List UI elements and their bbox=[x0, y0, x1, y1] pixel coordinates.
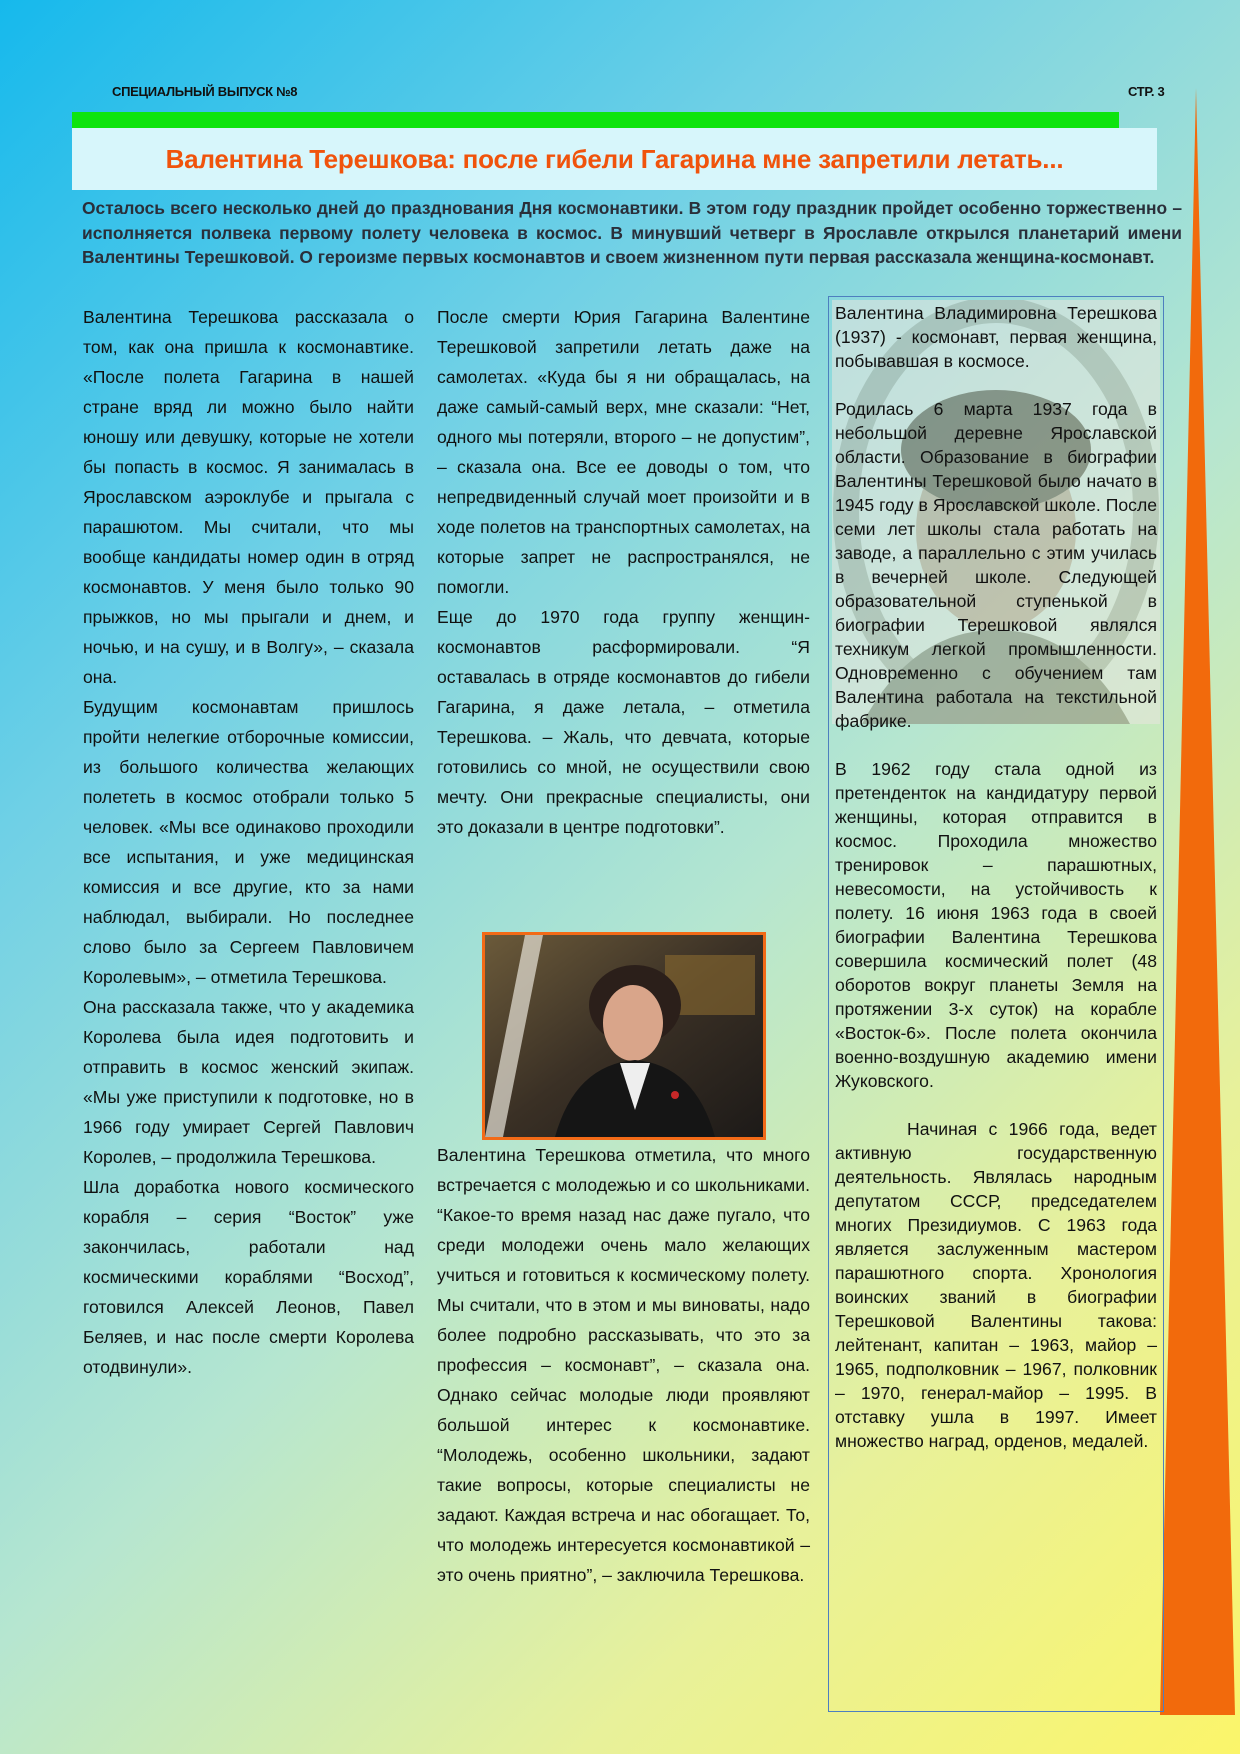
column-2-continued bbox=[437, 1140, 810, 1590]
issue-label: СПЕЦИАЛЬНЫЙ ВЫПУСК №8 bbox=[112, 84, 298, 99]
column-1 bbox=[83, 302, 414, 1382]
paragraph: Шла доработка нового космического корабля – серия “Восток” уже закончилась, работали над космическими кораблями “Восход”, готовился Алексей Леонов, Павел Беляев, и нас после смерти Королева отодвинули». bbox=[83, 1177, 414, 1377]
bio-paragraph: Валентина Владимировна Терешкова (1937) - космонавт, первая женщина, побывавшая в космосе. bbox=[835, 303, 1157, 371]
bio-paragraph: Родилась 6 марта 1937 года в небольшой деревне Ярославской области. Образование в биографии Валентины Терешковой было начато в 1945 году в Ярославской школе. После семи лет школы стала работать на заводе, а параллельно с этим училась в вечерней школе. Следующей образовательной ступенькой в биографии Терешковой являлся техникум легкой промышленности. Одновременно с обучением там Валентина работала на текстильной фабрике. bbox=[835, 399, 1157, 731]
paragraph: Валентина Терешкова отметила, что много встречается с молодежью и со школьниками. “Какое-то время назад нас даже пугало, что среди молодежи очень мало желающих учиться и готовиться к космическому полету. Мы считали, что в этом и мы виноваты, надо более подробно рассказывать, что это за профессия – космонавт”, – сказала она. Однако сейчас молодые люди проявляют большой интерес к космонавтике. “Молодежь, особенно школьники, задают такие вопросы, которые специалисты не задают. Каждая встреча и нас обогащает. То, что молодежь интересуется космонавтикой – это очень приятно”, – заключила Терешкова. bbox=[437, 1145, 810, 1585]
accent-bar bbox=[72, 112, 1119, 128]
tereshkova-photo bbox=[482, 932, 766, 1140]
paragraph: Она рассказала также, что у академика Королева была идея подготовить и отправить в космос женский экипаж. «Мы уже приступили к подготовке, но в 1966 году умирает Сергей Павлович Королев, – продолжила Терешкова. bbox=[83, 997, 414, 1167]
paragraph: Будущим космонавтам пришлось пройти нелегкие отборочные комиссии, из большого количества желающих полететь в космос отобрали только 5 человек. «Мы все одинаково проходили все испытания, и уже медицинская комиссия и все другие, кто за нами наблюдал, выбирали. Но последнее слово было за Сергеем Павловичем Королевым», – отметила Терешкова. bbox=[83, 697, 414, 987]
paragraph: Еще до 1970 года группу женщин-космонавтов расформировали. “Я оставалась в отряде космонавтов до гибели Гагарина, я даже летала, – отметила Терешкова. – Жаль, что девчата, которые готовились со мной, не осуществили свою мечту. Они прекрасные специалисты, они это доказали в центре подготовки”. bbox=[437, 607, 810, 837]
paragraph: Валентина Терешкова рассказала о том, как она пришла к космонавтике. «После полета Гагарина в нашей стране вряд ли можно было найти юношу или девушку, которые не хотели бы попасть в космос. Я занималась в Ярославском аэроклубе и прыгала с парашютом. Мы считали, что мы вообще кандидаты номер один в отряд космонавтов. У меня было только 90 прыжков, но мы прыгали и днем, и ночью, и на сушу, и в Волгу», – сказала она. bbox=[83, 307, 414, 687]
biography-sidebar bbox=[828, 296, 1164, 1712]
page-number: СТР. 3 bbox=[1128, 84, 1165, 99]
biography-text bbox=[835, 301, 1157, 1477]
column-2 bbox=[437, 302, 810, 842]
article-title: Валентина Терешкова: после гибели Гагарина мне запретили летать... bbox=[165, 143, 1064, 174]
bio-paragraph: Начиная с 1966 года, ведет активную государственную деятельность. Являлась народным депутатом СССР, председателем многих Президиумов. С 1963 года является заслуженным мастером парашютного спорта. Хронология воинских званий в биографии Терешковой Валентины такова: лейтенант, капитан – 1963, майор – 1965, подполковник – 1967, полковник – 1970, генерал-майор – 1995. В отставку ушла в 1997. Имеет множество наград, орденов, медалей. bbox=[835, 1119, 1157, 1451]
paragraph: После смерти Юрия Гагарина Валентине Терешковой запретили летать даже на самолетах. «Куда бы я ни обращалась, на даже самый-самый верх, мне сказали: “Нет, одного мы потеряли, второго – не допустим”, – сказала она. Все ее доводы о том, что непредвиденный случай моет произойти и в ходе полетов на транспортных самолетах, на которые запрет не распространялся, не помогли. bbox=[437, 307, 810, 597]
article-lead: Осталось всего несколько дней до празднования Дня космонавтики. В этом году праздник пройдет особенно торжественно – исполняется полвека первому полету человека в космос. В минувший четверг в Ярославле открылся планетарий имени Валентины Терешковой. О героизме первых космонавтов и своем жизненном пути первая рассказала женщина-космонавт. bbox=[82, 198, 1182, 267]
title-banner bbox=[72, 128, 1157, 190]
bio-paragraph: В 1962 году стала одной из претенденток на кандидатуру первой женщины, которая отправится в космос. Проходила множество тренировок – парашютных, невесомости, на устойчивость к полету. 16 июня 1963 года в своей биографии Валентина Терешкова совершила космический полет (48 оборотов вокруг планеты Земля на протяжении 3-х суток) на корабле «Восток-6». После полета окончила военно-воздушную академию имени Жуковского. bbox=[835, 759, 1157, 1091]
